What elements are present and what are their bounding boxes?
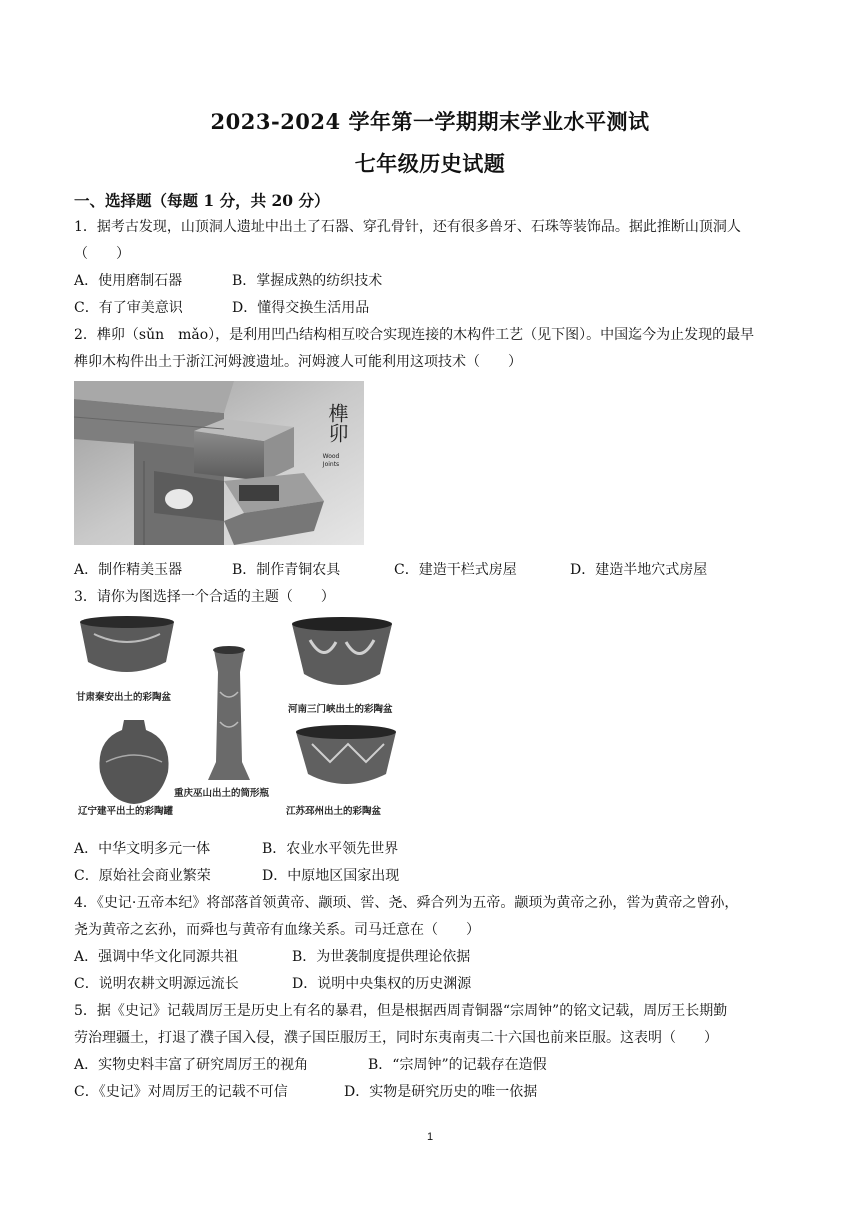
mortise-tenon-label: 榫卯 [325,403,349,443]
q4-option-c: C．说明农耕文明源远流长 [74,976,239,992]
q4-option-b: B．为世袭制度提供理论依据 [292,949,471,965]
q1-option-a: A．使用磨制石器 [74,273,183,289]
section-heading: 一、选择题（每题 1 分，共 20 分） [74,191,330,210]
caption-gansu: 甘肃秦安出土的彩陶盆 [76,692,172,703]
caption-chongqing: 重庆巫山出土的筒形瓶 [174,788,270,799]
mortise-tenon-en-label-1: Wood [322,453,340,460]
q2-option-d: D．建造半地穴式房屋 [570,562,708,578]
q5-option-b: B．“宗周钟”的记载存在造假 [368,1057,547,1073]
mortise-tenon-photo [74,381,364,545]
q4-stem-line-2: 尧为黄帝之玄孙，而舜也与黄帝有血缘关系。司马迁意在（ ） [74,922,480,938]
q2-option-a: A．制作精美玉器 [74,562,183,578]
q1-stem-line-2: （ ） [74,246,130,262]
q4-option-d: D．说明中央集权的历史渊源 [292,976,472,992]
exam-title: 2023-2024 学年第一学期期末学业水平测试 [210,109,650,134]
q2-option-c: C．建造干栏式房屋 [394,562,517,578]
q3-stem-line-1: 3．请你为图选择一个合适的主题（ ） [74,589,335,605]
q3-option-c: C．原始社会商业繁荣 [74,868,211,884]
mortise-tenon-en-label-2: Joints [322,461,340,468]
page-number: 1 [426,1131,434,1143]
q5-option-c: C．《史记》对周厉王的记载不可信 [74,1084,288,1100]
pottery-illustration [74,612,426,820]
q5-option-a: A．实物史料丰富了研究周厉王的视角 [74,1057,309,1073]
chongqing-vase-icon [208,650,250,780]
q3-option-d: D．中原地区国家出现 [262,868,400,884]
q1-option-c: C．有了审美意识 [74,300,183,316]
q3-option-b: B．农业水平领先世界 [262,841,399,857]
q2-option-b: B．制作青铜农具 [232,562,341,578]
caption-henan: 河南三门峡出土的彩陶盆 [288,704,393,715]
q4-stem-line-1: 4．《史记·五帝本纪》将部落首领黄帝、颛顼、喾、尧、舜合列为五帝。颛顼为黄帝之孙，喾为黄帝之曾孙， [74,895,739,911]
q5-stem-line-2: 劳治理疆土，打退了濮子国入侵，濮子国臣服厉王，同时东夷南夷二十六国也前来臣服。这表明（ ） [74,1030,718,1046]
exam-subtitle: 七年级历史试题 [354,151,506,176]
q5-stem-line-1: 5．据《史记》记载周厉王是历史上有名的暴君，但是根据西周青铜器“宗周钟”的铭文记载，周厉王长期勤 [74,1003,728,1019]
caption-liaoning: 辽宁建平出土的彩陶罐 [78,806,174,817]
q5-option-d: D．实物是研究历史的唯一依据 [344,1084,538,1100]
q1-option-d: D．懂得交换生活用品 [232,300,370,316]
q4-option-a: A．强调中华文化同源共祖 [74,949,239,965]
caption-jiangsu: 江苏邳州出土的彩陶盆 [286,806,382,817]
q2-stem-line-1: 2．榫卯（sǔn mǎo），是利用凹凸结构相互咬合实现连接的木构件工艺（见下图）。中国迄今为止发现的最早 [74,327,755,343]
liaoning-jar-icon [99,720,168,804]
q3-option-a: A．中华文明多元一体 [74,841,211,857]
q2-stem-line-2: 榫卯木构件出土于浙江河姆渡遗址。河姆渡人可能利用这项技术（ ） [74,354,522,370]
pottery-figure [74,612,426,820]
q1-stem-line-1: 1．据考古发现，山顶洞人遗址中出土了石器、穿孔骨针，还有很多兽牙、石珠等装饰品。据此推断山顶洞人 [74,219,741,235]
q1-option-b: B．掌握成熟的纺织技术 [232,273,383,289]
